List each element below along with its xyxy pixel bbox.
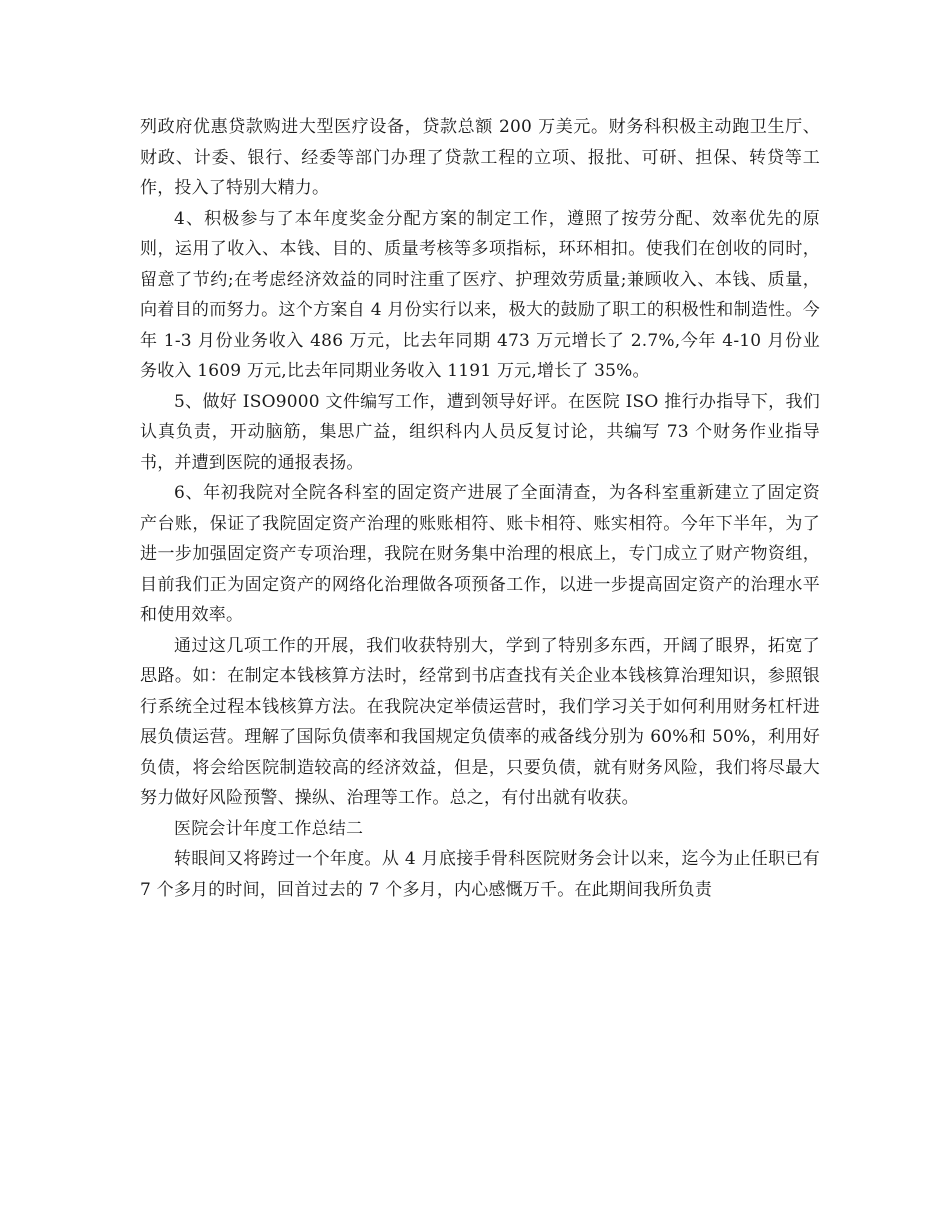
paragraph-item-4: 4、积极参与了本年度奖金分配方案的制定工作，遵照了按劳分配、效率优先的原则，运用了收入、本钱、目的、质量考核等多项指标，环环相扣。使我们在创收的同时，留意了节约;在考虑经济效益的同时注重了医疗、护理效劳质量;兼顾收入、本钱、质量，向着目的而努力。这个方案自 4 月份实行以来，极大的鼓励了职工的积极性和制造性。今年 1-3 月份业务收入 486 万元，比去年同期 473 万元增长了 2.7%,今年 4-10 月份业务收入 1609 万元,比去年同期业务收入 1191 万元,增长了 35%。: [140, 208, 820, 381]
paragraph-continuation: 列政府优惠贷款购进大型医疗设备，贷款总额 200 万美元。财务科积极主动跑卫生厅、财政、计委、银行、经委等部门办理了贷款工程的立项、报批、可研、担保、转贷等工作，投入了特别大精力。: [140, 117, 820, 198]
document-page: [140, 112, 820, 905]
section-heading: 医院会计年度工作总结二: [174, 818, 364, 839]
paragraph-item-6: 6、年初我院对全院各科室的固定资产进展了全面清查，为各科室重新建立了固定资产台账，保证了我院固定资产治理的账账相符、账卡相符、账实相符。今年下半年，为了进一步加强固定资产专项治理，我院在财务集中治理的根底上，专门成立了财产物资组，目前我们正为固定资产的网络化治理做各项预备工作，以进一步提高固定资产的治理水平和使用效率。: [140, 483, 820, 625]
paragraph-closing: 转眼间又将跨过一个年度。从 4 月底接手骨科医院财务会计以来，迄今为止任职已有 7 个多月的时间，回首过去的 7 个多月，内心感慨万千。在此期间我所负责: [140, 849, 820, 900]
paragraph-item-5: 5、做好 ISO9000 文件编写工作，遭到领导好评。在医院 ISO 推行办指导下，我们认真负责，开动脑筋，集思广益，组织科内人员反复讨论，共编写 73 个财务作业指导书，并遭到医院的通报表扬。: [140, 391, 820, 473]
paragraph-summary: 通过这几项工作的开展，我们收获特别大，学到了特别多东西，开阔了眼界，拓宽了思路。如：在制定本钱核算方法时，经常到书店查找有关企业本钱核算治理知识，参照银行系统全过程本钱核算方法。在我院决定举债运营时，我们学习关于如何利用财务杠杆进展负债运营。理解了国际负债率和我国规定负债率的戒备线分别为 60%和 50%，利用好负债，将会给医院制造较高的经济效益，但是，只要负债，就有财务风险，我们将尽最大努力做好风险预警、操纵、治理等工作。总之，有付出就有收获。: [140, 635, 820, 808]
